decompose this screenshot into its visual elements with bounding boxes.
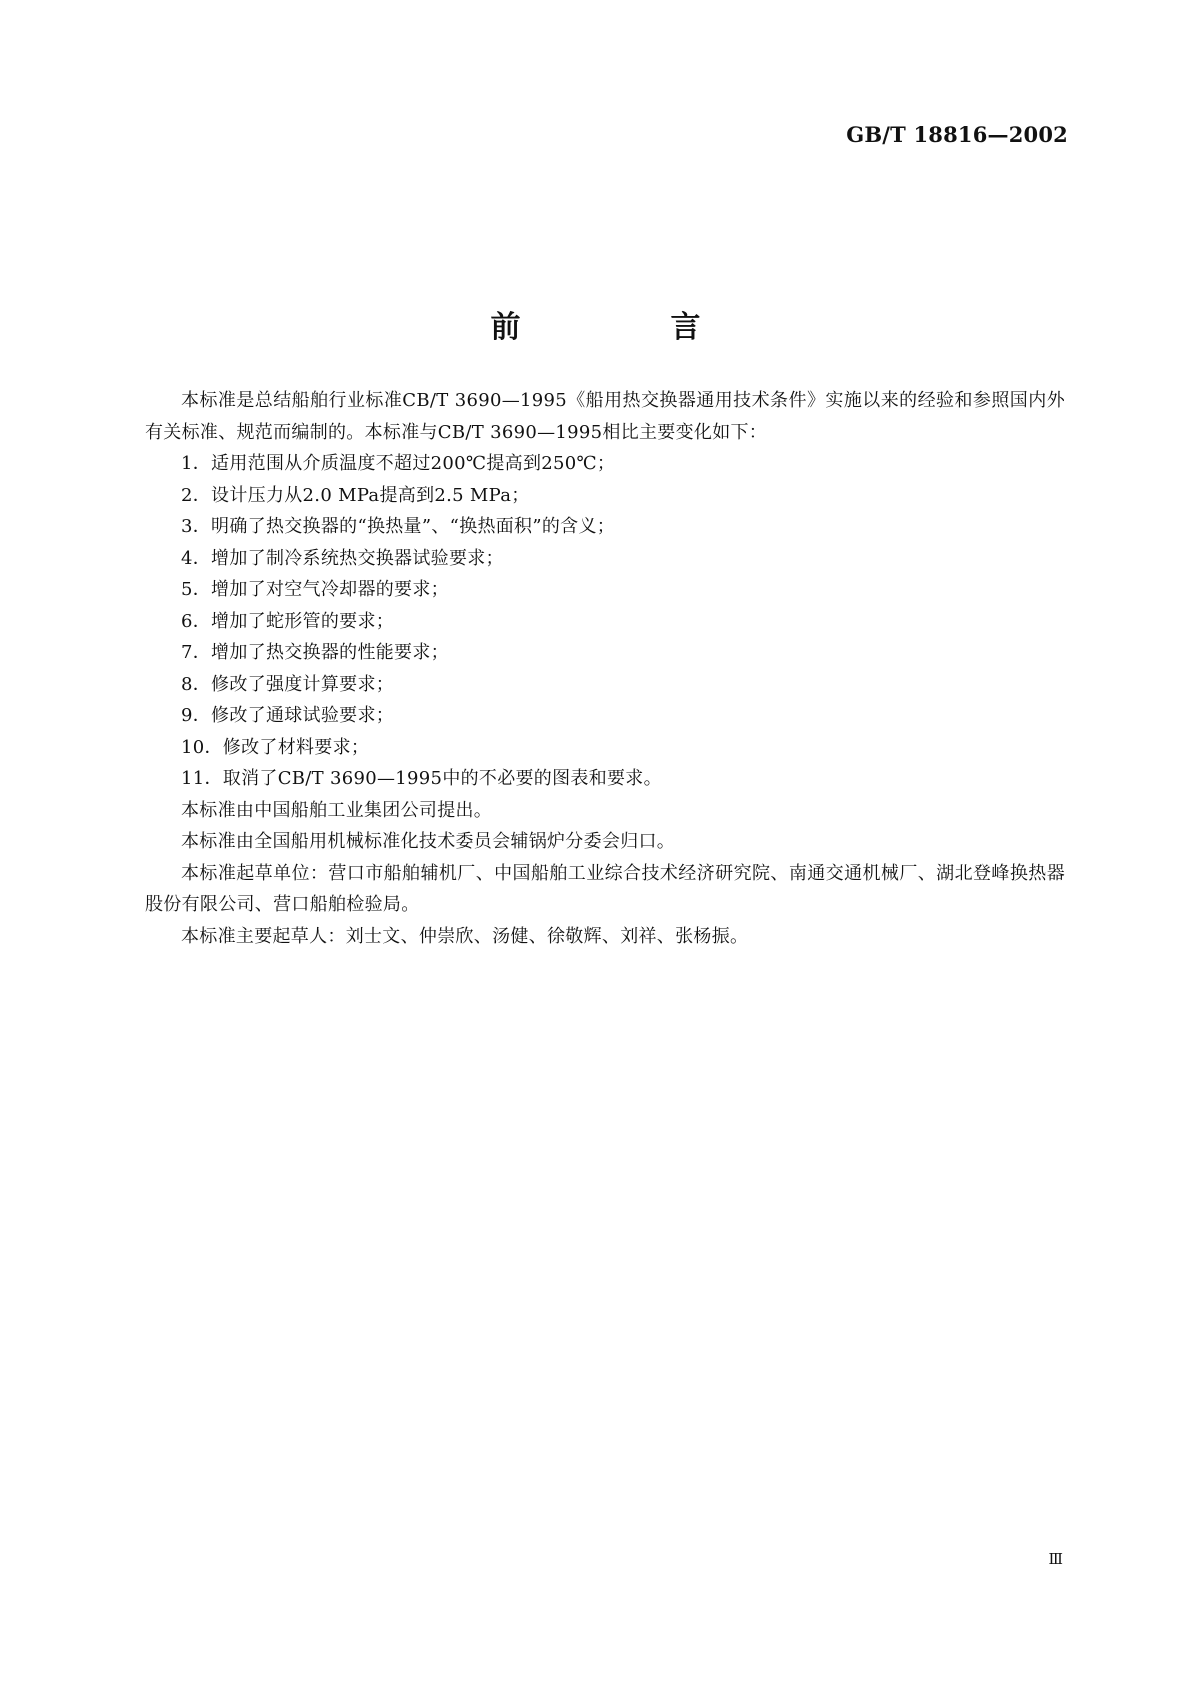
changes-list bbox=[145, 448, 1065, 795]
standard-code: GB/T 18816—2002 bbox=[846, 122, 1068, 147]
page-number: Ⅲ bbox=[1048, 1550, 1063, 1568]
drafters-paragraph: 本标准主要起草人：刘士文、仲崇欣、汤健、徐敬辉、刘祥、张杨振。 bbox=[181, 925, 749, 947]
intro-paragraph: 本标准是总结船舶行业标准CB/T 3690—1995《船用热交换器通用技术条件》实施以来的经验和参照国内外有关标准、规范而编制的。本标准与CB/T 3690—1995相比主要变化如下： bbox=[145, 390, 1065, 443]
page-title: 前 言 bbox=[490, 310, 761, 346]
list-item: 9．修改了通球试验要求； bbox=[181, 705, 395, 726]
list-item: 10．修改了材料要求； bbox=[181, 736, 370, 758]
list-item: 1．适用范围从介质温度不超过200℃提高到250℃； bbox=[181, 453, 616, 474]
list-item: 7．增加了热交换器的性能要求； bbox=[181, 642, 449, 663]
list-item: 5．增加了对空气冷却器的要求； bbox=[181, 579, 449, 600]
list-item: 3．明确了热交换器的“换热量”、“换热面积”的含义； bbox=[181, 516, 616, 537]
list-item: 4．增加了制冷系统热交换器试验要求； bbox=[181, 547, 504, 569]
centralized-by-paragraph: 本标准由全国船用机械标准化技术委员会辅锅炉分委会归口。 bbox=[181, 831, 676, 852]
foreword-body bbox=[145, 385, 1065, 952]
drafting-units-paragraph: 本标准起草单位：营口市船舶辅机厂、中国船舶工业综合技术经济研究院、南通交通机械厂、湖北登峰换热器股份有限公司、营口船舶检验局。 bbox=[145, 862, 1065, 915]
list-item: 2．设计压力从2.0 MPa提高到2.5 MPa； bbox=[181, 484, 530, 506]
list-item: 8．修改了强度计算要求； bbox=[181, 673, 395, 695]
proposed-by-paragraph: 本标准由中国船舶工业集团公司提出。 bbox=[181, 799, 493, 821]
list-item: 6．增加了蛇形管的要求； bbox=[181, 610, 395, 632]
list-item: 11．取消了CB/T 3690—1995中的不必要的图表和要求。 bbox=[181, 768, 662, 789]
